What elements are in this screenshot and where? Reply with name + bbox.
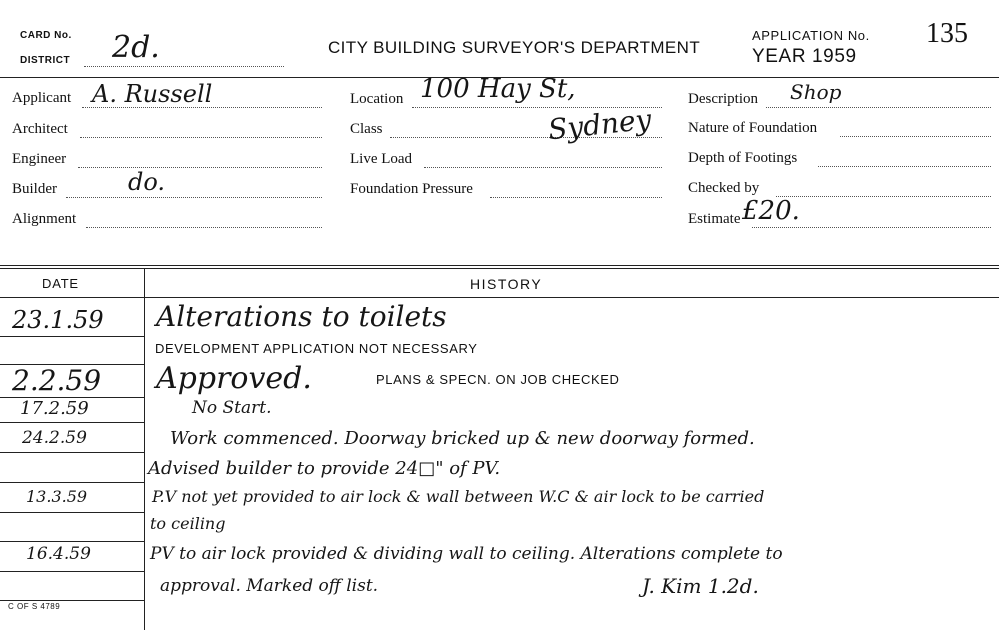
architect-label: Architect <box>12 121 68 137</box>
engineer-line <box>78 167 322 168</box>
district-value: 2d. <box>112 30 160 65</box>
entry-date: 17.2.59 <box>20 398 89 419</box>
builder-label: Builder <box>12 181 57 197</box>
date-column-divider <box>144 268 145 630</box>
row-rule <box>0 422 144 423</box>
table-top-rule <box>0 265 999 266</box>
location-value-line2: Sydney <box>546 102 653 147</box>
entry-text: P.V not yet provided to air lock & wall between W.C & air lock to be carried <box>152 487 765 506</box>
entry-date: 13.3.59 <box>26 487 88 506</box>
history-column-header: HISTORY <box>470 276 543 292</box>
nature-of-foundation-label: Nature of Foundation <box>688 120 818 136</box>
application-no-label: APPLICATION No. <box>752 28 870 43</box>
row-rule <box>0 512 144 513</box>
entry-text: approval. Marked off list. <box>160 576 379 596</box>
district-label: DISTRICT <box>20 55 71 66</box>
entry-text: to ceiling <box>150 514 226 533</box>
row-rule <box>0 336 144 337</box>
applicant-value: A. Russell <box>92 80 213 108</box>
description-line <box>766 107 991 108</box>
description-label: Description <box>688 91 758 107</box>
builder-value: do. <box>128 168 166 196</box>
department-title: CITY BUILDING SURVEYOR'S DEPARTMENT <box>328 38 701 57</box>
table-top-rule-2 <box>0 268 999 269</box>
card-no-label: CARD No. <box>20 30 72 41</box>
alignment-label: Alignment <box>12 211 77 227</box>
development-stamp: DEVELOPMENT APPLICATION NOT NECESSARY <box>155 341 478 356</box>
location-label: Location <box>350 91 404 107</box>
inspector-signature: J. Kim 1.2d. <box>642 574 759 598</box>
header-row-rule <box>0 297 999 298</box>
district-dotted-line <box>84 66 284 67</box>
application-number: 135 <box>926 18 968 49</box>
live-load-line <box>424 167 662 168</box>
entry-text: PV to air lock provided & dividing wall to ceiling. Alterations complete to <box>150 544 783 564</box>
entry-text: Advised builder to provide 24□" of PV. <box>148 458 501 479</box>
architect-line <box>80 137 322 138</box>
applicant-label: Applicant <box>12 90 72 106</box>
plans-checked-stamp: PLANS & SPECN. ON JOB CHECKED <box>376 372 620 387</box>
row-rule <box>0 452 144 453</box>
builder-line <box>66 197 322 198</box>
entry-date: 23.1.59 <box>12 306 104 334</box>
foundation-pressure-line <box>490 197 662 198</box>
class-label: Class <box>350 121 383 137</box>
estimate-line <box>752 227 991 228</box>
engineer-label: Engineer <box>12 151 67 167</box>
description-value: Shop <box>790 80 842 104</box>
entry-text: Approved. <box>156 361 312 396</box>
depth-of-footings-line <box>818 166 991 167</box>
row-rule <box>0 600 144 601</box>
live-load-label: Live Load <box>350 151 413 167</box>
nature-of-foundation-line <box>840 136 991 137</box>
location-value-line1: 100 Hay St, <box>420 74 576 104</box>
checked-by-line <box>776 196 991 197</box>
depth-of-footings-label: Depth of Footings <box>688 150 798 166</box>
estimate-value: £20. <box>742 196 800 226</box>
entry-text: No Start. <box>192 398 272 418</box>
foundation-pressure-label: Foundation Pressure <box>350 181 473 197</box>
entry-date: 2.2.59 <box>12 364 102 397</box>
entry-text: Alterations to toilets <box>156 300 447 333</box>
form-code: C OF S 4789 <box>8 602 61 611</box>
checked-by-label: Checked by <box>688 180 760 196</box>
entry-date: 16.4.59 <box>26 544 91 564</box>
entry-date: 24.2.59 <box>22 428 87 448</box>
row-rule <box>0 482 144 483</box>
year-label: YEAR 1959 <box>752 46 857 67</box>
entry-text: Work commenced. Doorway bricked up & new doorway formed. <box>170 428 755 449</box>
row-rule <box>0 571 144 572</box>
row-rule <box>0 541 144 542</box>
estimate-label: Estimate <box>688 211 741 227</box>
alignment-line <box>86 227 322 228</box>
date-column-header: DATE <box>42 276 79 291</box>
